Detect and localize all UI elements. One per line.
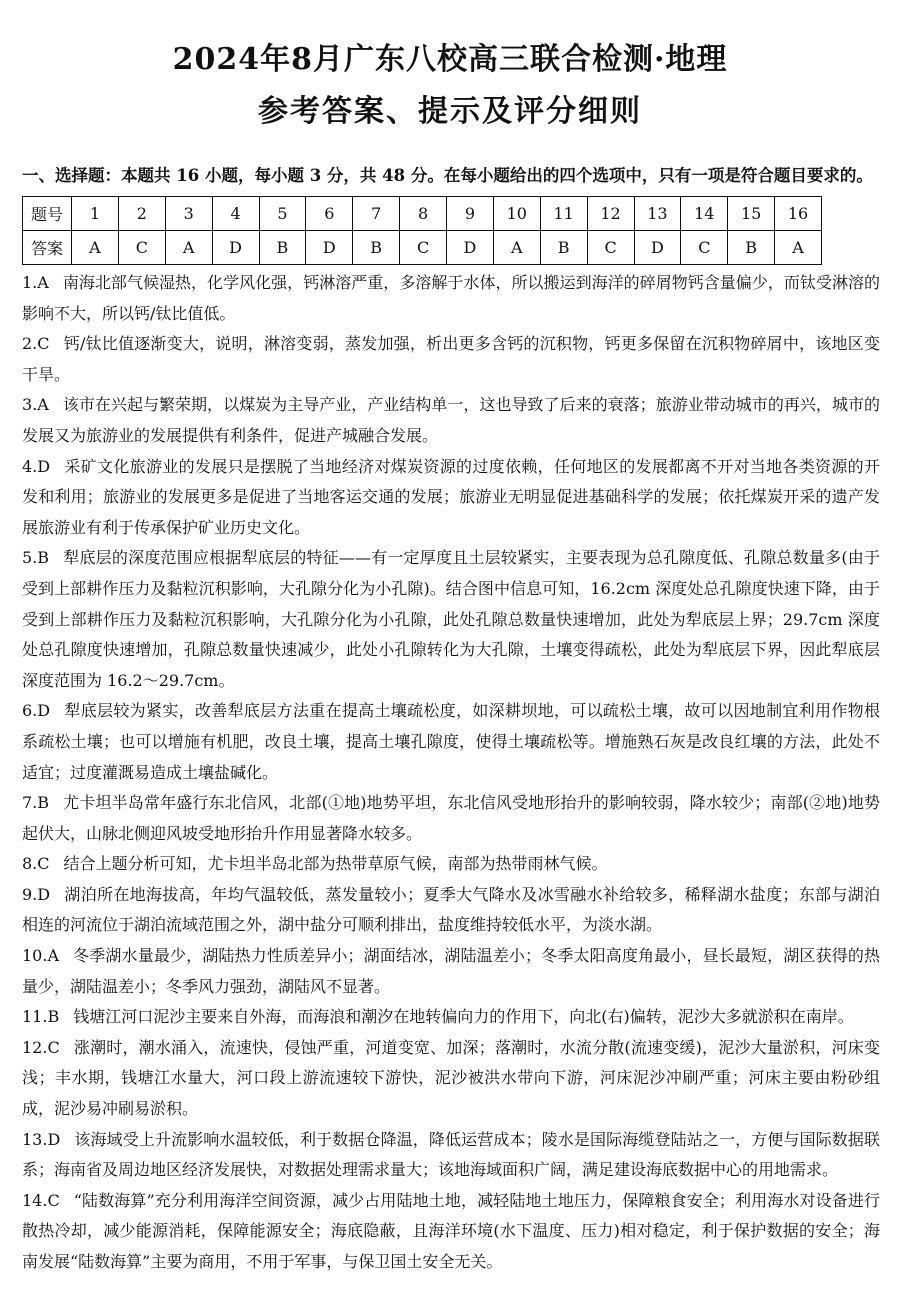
explanation-item bbox=[22, 696, 880, 788]
answer-cell: B bbox=[259, 231, 306, 265]
explanation-item bbox=[22, 1033, 880, 1125]
answer-table-number-row bbox=[23, 197, 822, 231]
item-number: 12.C bbox=[22, 1037, 60, 1057]
question-number-cell: 2 bbox=[118, 197, 165, 231]
item-number: 3.A bbox=[22, 395, 49, 415]
answer-cell: B bbox=[353, 231, 400, 265]
question-number-cell: 16 bbox=[775, 197, 822, 231]
item-number: 13.D bbox=[22, 1129, 61, 1149]
item-number: 14.C bbox=[22, 1190, 60, 1210]
item-number: 11.B bbox=[22, 1007, 60, 1027]
question-number-cell: 11 bbox=[540, 197, 587, 231]
row-label-answer: 答案 bbox=[23, 231, 72, 265]
explanation-item bbox=[22, 880, 880, 941]
explanation-item bbox=[22, 268, 880, 329]
answer-cell: C bbox=[118, 231, 165, 265]
explanation-item bbox=[22, 941, 880, 1002]
answer-cell: A bbox=[72, 231, 119, 265]
explanation-list bbox=[22, 268, 880, 1278]
explanation-item bbox=[22, 1002, 880, 1033]
answer-cell: B bbox=[728, 231, 775, 265]
answer-cell: C bbox=[681, 231, 728, 265]
item-number: 4.D bbox=[22, 456, 51, 476]
question-number-cell: 14 bbox=[681, 197, 728, 231]
question-number-cell: 6 bbox=[306, 197, 353, 231]
explanation-item bbox=[22, 329, 880, 390]
item-text: 南海北部气候湿热，化学风化强，钙淋溶严重，多溶解于水体，所以搬运到海洋的碎屑物钙含量偏少，而钛受淋溶的影响不大，所以钙/钛比值低。 bbox=[22, 273, 880, 323]
item-text: 该市在兴起与繁荣期，以煤炭为主导产业，产业结构单一，这也导致了后来的衰落；旅游业带动城市的再兴，城市的发展又为旅游业的发展提供有利条件，促进产城融合发展。 bbox=[22, 395, 880, 445]
question-number-cell: 5 bbox=[259, 197, 306, 231]
item-text: 该海域受上升流影响水温较低，利于数据仓降温，降低运营成本；陵水是国际海缆登陆站之一，方便与国际数据联系；海南省及周边地区经济发展快，对数据处理需求量大；该地海域面积广阔，满足建设海底数据中心的用地需求。 bbox=[22, 1129, 880, 1180]
answer-cell: D bbox=[212, 231, 259, 265]
section-heading: 一、选择题：本题共 16 小题，每小题 3 分，共 48 分。在每小题给出的四个选项中，只有一项是符合题目要求的。 bbox=[22, 166, 873, 185]
question-number-cell: 9 bbox=[447, 197, 494, 231]
item-number: 7.B bbox=[22, 793, 50, 813]
item-number: 5.B bbox=[22, 548, 50, 568]
item-text: 冬季湖水量最少，湖陆热力性质差异小；湖面结冰，湖陆温差小；冬季太阳高度角最小，昼长最短，湖区获得的热量少，湖陆温差小；冬季风力强劲，湖陆风不显著。 bbox=[22, 946, 880, 996]
explanation-item bbox=[22, 1186, 880, 1278]
explanation-item bbox=[22, 849, 880, 880]
answer-cell: A bbox=[165, 231, 212, 265]
item-number: 10.A bbox=[22, 946, 59, 966]
explanation-item bbox=[22, 543, 880, 696]
item-text: 犁底层的深度范围应根据犁底层的特征——有一定厚度且土层较紧实，主要表现为总孔隙度低、孔隙总数量多(由于受到上部耕作压力及黏粒沉积影响，大孔隙分化为小孔隙)。结合图中信息可知，16.2cm 深度处总孔隙度快速下降，由于受到上部耕作压力及黏粒沉积影响，大孔隙分化为小孔隙，此处孔隙总数量快速增加，此处为犁底层上界；29.7cm 深度处总孔隙度快速增加，孔隙总数量快速减少，此处小孔隙转化为大孔隙，土壤变得疏松，此处为犁底层下界，因此犁底层深度范围为 16.2～29.7cm。 bbox=[22, 548, 880, 690]
question-number-cell: 4 bbox=[212, 197, 259, 231]
item-text: 采矿文化旅游业的发展只是摆脱了当地经济对煤炭资源的过度依赖，任何地区的发展都离不开对当地各类资源的开发和利用；旅游业的发展更多是促进了当地客运交通的发展；旅游业无明显促进基础科学的发展；依托煤炭开采的遗产发展旅游业有利于传承保护矿业历史文化。 bbox=[22, 456, 880, 537]
answer-cell: D bbox=[634, 231, 681, 265]
item-number: 6.D bbox=[22, 701, 51, 721]
question-number-cell: 15 bbox=[728, 197, 775, 231]
explanation-item bbox=[22, 390, 880, 451]
answer-cell: C bbox=[400, 231, 447, 265]
item-text: 结合上题分析可知，尤卡坦半岛北部为热带草原气候，南部为热带雨林气候。 bbox=[63, 854, 608, 874]
answer-cell: B bbox=[540, 231, 587, 265]
question-number-cell: 10 bbox=[493, 197, 540, 231]
answer-table bbox=[22, 196, 822, 265]
item-text: 涨潮时，潮水涌入，流速快，侵蚀严重，河道变宽、加深；落潮时，水流分散(流速变缓)，泥沙大量淤积，河床变浅；丰水期，钱塘江水量大，河口段上游流速较下游快，泥沙被洪水带向下游，河床泥沙冲刷严重；河床主要由粉砂组成，泥沙易冲刷易淤积。 bbox=[22, 1037, 880, 1119]
answer-table-answer-row bbox=[23, 231, 822, 265]
answer-cell: D bbox=[306, 231, 353, 265]
item-text: 犁底层较为紧实，改善犁底层方法重在提高土壤疏松度，如深耕坝地，可以疏松土壤，故可以因地制宜利用作物根系疏松土壤；也可以增施有机肥，改良土壤，提高土壤孔隙度，使得土壤疏松等。增施熟石灰是改良红壤的方法，此处不适宜；过度灌溉易造成土壤盐碱化。 bbox=[22, 701, 880, 782]
item-text: 钙/钛比值逐渐变大，说明，淋溶变弱，蒸发加强，析出更多含钙的沉积物，钙更多保留在沉积物碎屑中，该地区变干旱。 bbox=[22, 334, 880, 384]
question-number-cell: 12 bbox=[587, 197, 634, 231]
answer-cell: C bbox=[587, 231, 634, 265]
answer-cell: A bbox=[493, 231, 540, 265]
answer-cell: A bbox=[775, 231, 822, 265]
item-number: 1.A bbox=[22, 273, 49, 292]
explanation-item bbox=[22, 452, 880, 544]
item-number: 8.C bbox=[22, 854, 50, 874]
question-number-cell: 8 bbox=[400, 197, 447, 231]
row-label-question-number: 题号 bbox=[23, 197, 72, 231]
explanation-item bbox=[22, 788, 880, 849]
explanation-item bbox=[22, 1125, 880, 1186]
item-text: 钱塘江河口泥沙主要来自外海，而海浪和潮汐在地转偏向力的作用下，向北(右)偏转，泥沙大多就淤积在南岸。 bbox=[73, 1007, 854, 1027]
item-text: “陆数海算”充分利用海洋空间资源，减少占用陆地土地，减轻陆地土地压力，保障粮食安全；利用海水对设备进行散热冷却，减少能源消耗，保障能源安全；海底隐蔽，且海洋环境(水下温度、压力)相对稳定，利于保护数据的安全；海南发展“陆数海算”主要为商用，不用于军事，与保卫国土安全无关。 bbox=[22, 1190, 880, 1271]
item-text: 尤卡坦半岛常年盛行东北信风，北部(①地)地势平坦，东北信风受地形抬升的影响较弱，降水较少；南部(②地)地势起伏大，山脉北侧迎风坡受地形抬升作用显著降水较多。 bbox=[22, 793, 880, 843]
question-number-cell: 13 bbox=[634, 197, 681, 231]
page-title: 2024年8月广东八校高三联合检测·地理 bbox=[172, 42, 728, 77]
answer-cell: D bbox=[447, 231, 494, 265]
question-number-cell: 1 bbox=[72, 197, 119, 231]
item-text: 湖泊所在地海拔高，年均气温较低，蒸发量较小；夏季大气降水及冰雪融水补给较多，稀释湖水盐度；东部与湖泊相连的河流位于湖泊流域范围之外，湖中盐分可顺利排出，盐度维持较低水平，为淡水湖。 bbox=[22, 884, 880, 935]
question-number-cell: 7 bbox=[353, 197, 400, 231]
question-number-cell: 3 bbox=[165, 197, 212, 231]
item-number: 9.D bbox=[22, 884, 51, 904]
page-subtitle: 参考答案、提示及评分细则 bbox=[258, 94, 642, 129]
item-number: 2.C bbox=[22, 334, 50, 354]
